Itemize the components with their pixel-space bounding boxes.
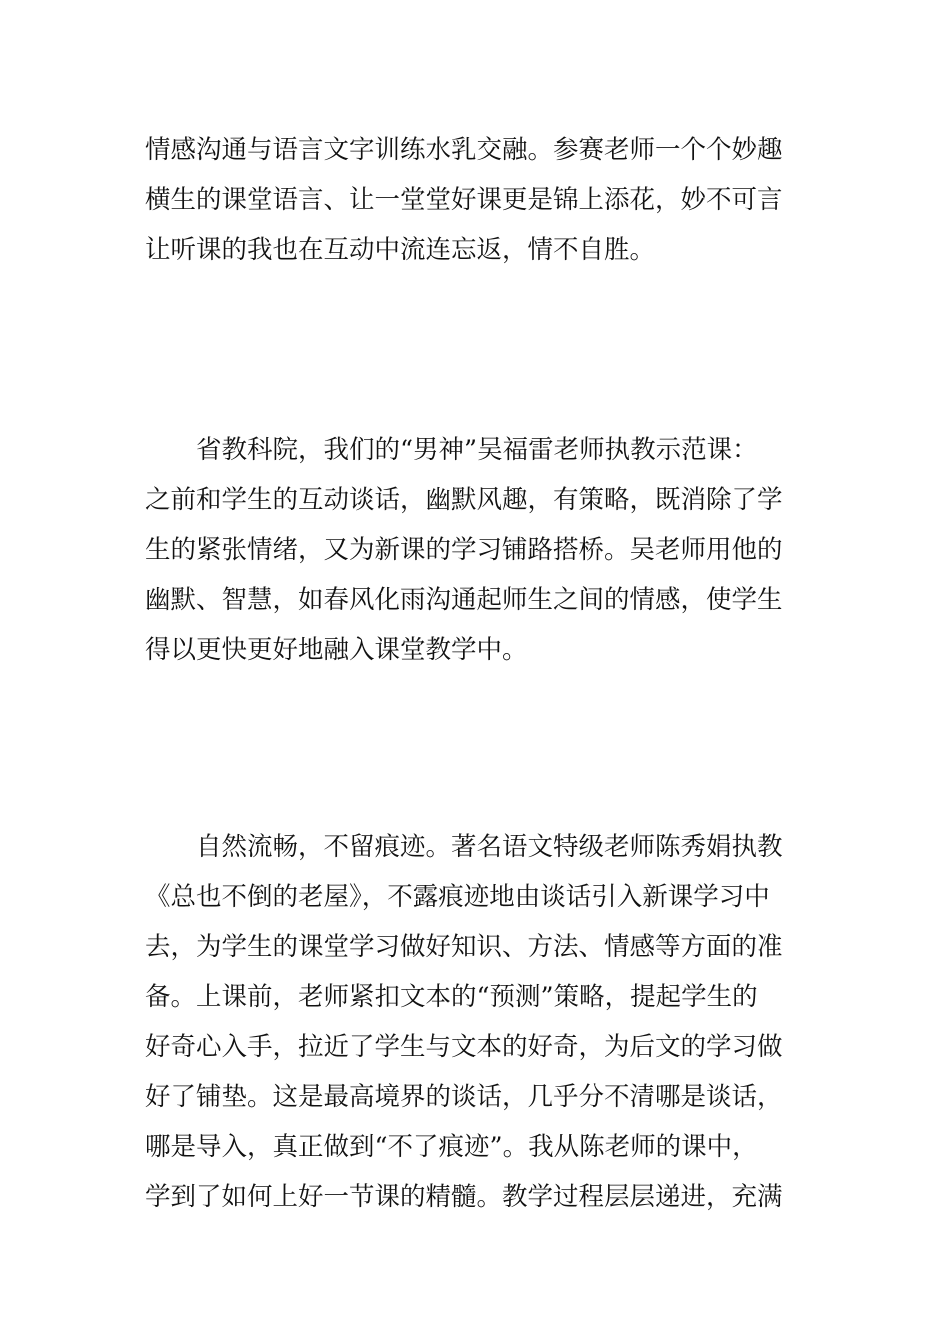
paragraph-line: 横生的课堂语言、让一堂堂好课更是锦上添花，妙不可言	[145, 185, 783, 215]
paragraph-line: 让听课的我也在互动中流连忘返，情不自胜。	[145, 235, 656, 265]
paragraph-line: 好了铺垫。这是最高境界的谈话，几乎分不清哪是谈话，	[145, 1082, 783, 1112]
paragraph-line: 自然流畅，不留痕迹。著名语文特级老师陈秀娟执教	[196, 832, 783, 862]
paragraph-line: 生的紧张情绪，又为新课的学习铺路搭桥。吴老师用他的	[145, 535, 783, 565]
paragraph-line: 好奇心入手，拉近了学生与文本的好奇，为后文的学习做	[145, 1032, 783, 1062]
paragraph-line: 得以更快更好地融入课堂教学中。	[145, 635, 528, 665]
paragraph-line: 幽默、智慧，如春风化雨沟通起师生之间的情感，使学生	[145, 585, 783, 615]
paragraph-line: 之前和学生的互动谈话，幽默风趣，有策略，既消除了学	[145, 485, 783, 515]
paragraph-line: 学到了如何上好一节课的精髓。教学过程层层递进，充满	[145, 1182, 783, 1212]
paragraph-line: 备。上课前，老师紧扣文本的“预测”策略，提起学生的	[145, 982, 758, 1012]
paragraph-line: 去，为学生的课堂学习做好知识、方法、情感等方面的准	[145, 932, 783, 962]
paragraph-line: 情感沟通与语言文字训练水乳交融。参赛老师一个个妙趣	[145, 135, 783, 165]
paragraph-line: 省教科院，我们的“男神”吴福雷老师执教示范课：	[196, 435, 758, 465]
paragraph-line: 哪是导入，真正做到“不了痕迹”。我从陈老师的课中，	[145, 1132, 758, 1162]
paragraph-line: 《总也不倒的老屋》，不露痕迹地由谈话引入新课学习中	[145, 882, 770, 912]
